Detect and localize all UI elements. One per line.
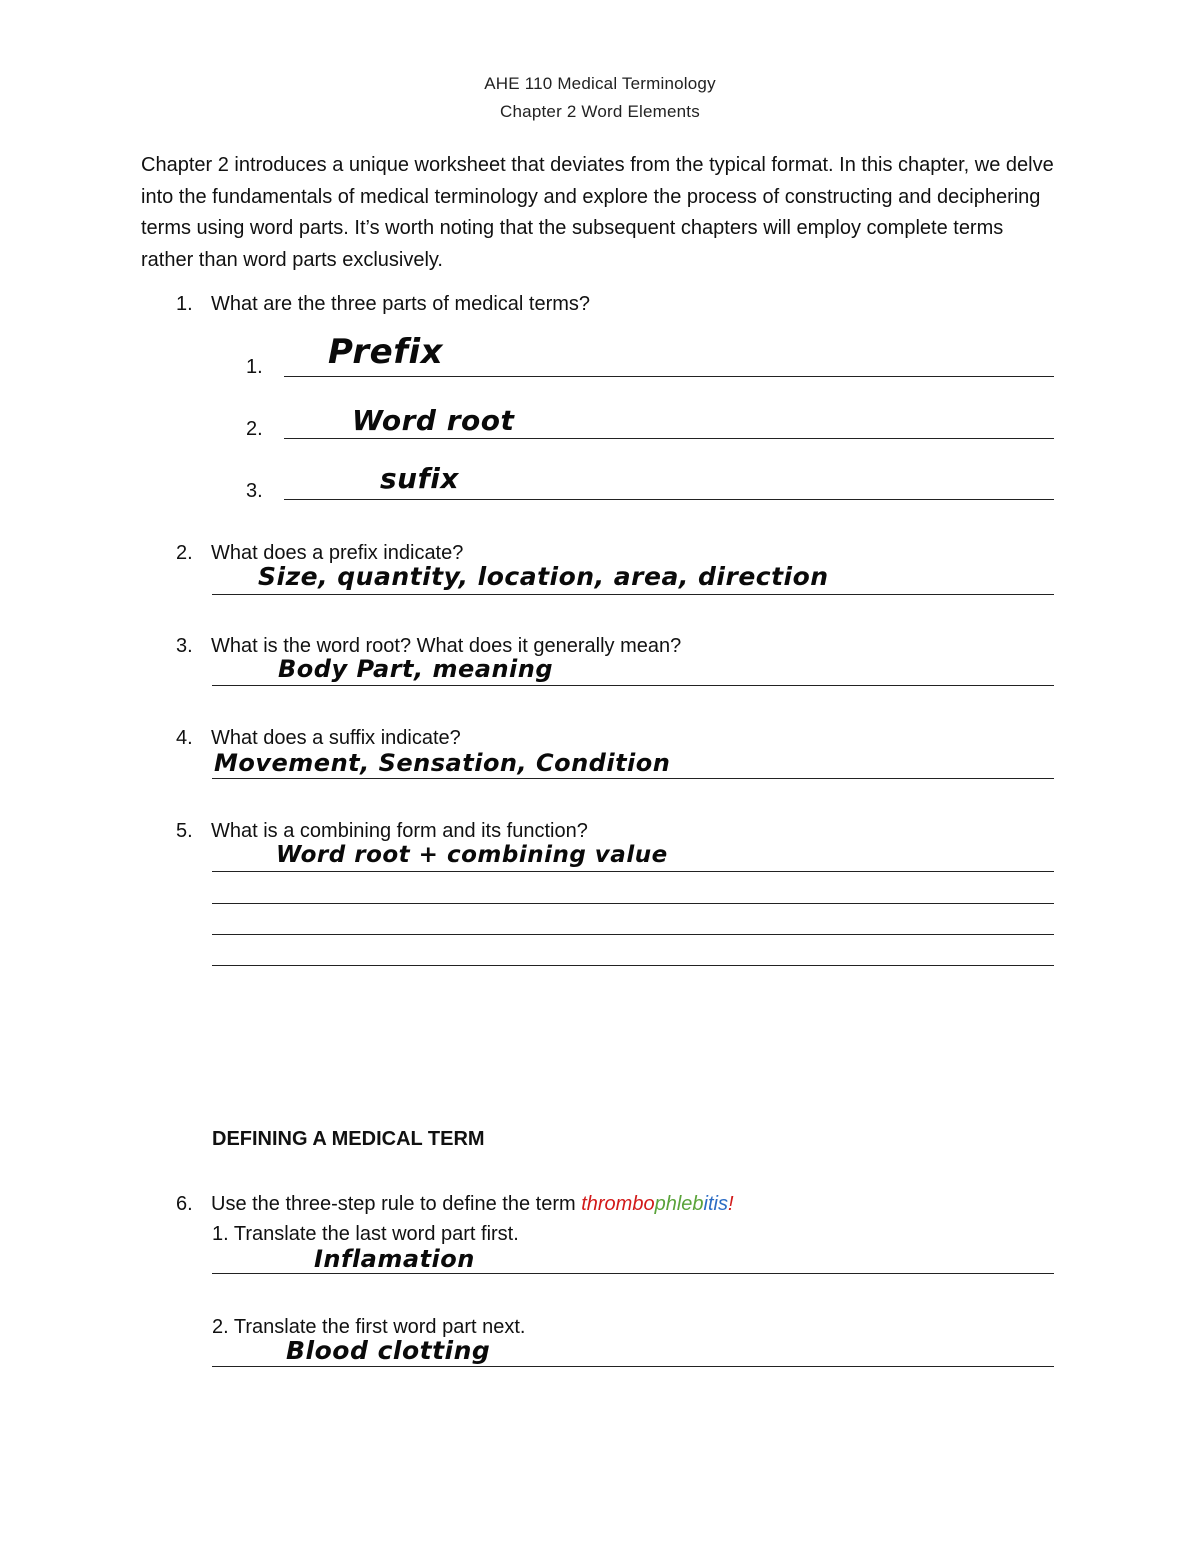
answer-line-step-1	[212, 1273, 1054, 1274]
answer-q3: Body Part, meaning	[278, 655, 554, 683]
question-4	[176, 727, 461, 750]
part-2-number: 2.	[246, 418, 263, 440]
answer-line-q4	[212, 778, 1054, 779]
question-1-number: 1.	[176, 293, 193, 315]
answer-part-2: Word root	[352, 404, 515, 437]
answer-line-part-3	[284, 499, 1054, 500]
answer-q2: Size, quantity, location, area, direction	[258, 562, 829, 591]
question-3-text: What is the word root? What does it generally mean?	[211, 635, 682, 657]
intro-paragraph: Chapter 2 introduces a unique worksheet that deviates from the typical format. In this chapter, we delve into the fundamentals of medical terminology and explore the process of constructing and deciphering terms using word parts. It’s worth noting that the subsequent chapters will employ complete terms rather than word parts exclusively.	[141, 154, 1054, 271]
course-title: AHE 110 Medical Terminology	[484, 74, 716, 93]
question-5-text: What is a combining form and its function?	[211, 820, 588, 842]
question-1-text: What are the three parts of medical terms?	[211, 293, 591, 315]
part-3-number: 3.	[246, 480, 263, 502]
chapter-title: Chapter 2 Word Elements	[500, 102, 700, 121]
answer-step-2: Blood clotting	[286, 1336, 491, 1365]
answer-line-q5-3	[212, 934, 1054, 935]
answer-q4: Movement, Sensation, Condition	[214, 749, 671, 777]
answer-line-q5-2	[212, 903, 1054, 904]
question-4-number: 4.	[176, 727, 193, 749]
step-1-instruction: 1. Translate the last word part first.	[212, 1223, 519, 1245]
section-title: DEFINING A MEDICAL TERM	[212, 1128, 485, 1150]
question-5-number: 5.	[176, 820, 193, 842]
answer-line-step-2	[212, 1366, 1054, 1367]
answer-step-1: Inflamation	[314, 1245, 475, 1273]
answer-part-3: sufix	[380, 462, 459, 495]
answer-line-q5-1	[212, 871, 1054, 872]
answer-line-part-2	[284, 438, 1054, 439]
question-2-text: What does a prefix indicate?	[211, 542, 464, 564]
question-6	[176, 1193, 734, 1216]
question-3-number: 3.	[176, 635, 193, 657]
question-1	[176, 293, 590, 316]
question-2-number: 2.	[176, 542, 193, 564]
answer-line-q5-4	[212, 965, 1054, 966]
part-1-number: 1.	[246, 356, 263, 378]
answer-q5: Word root + combining value	[276, 842, 668, 868]
question-6-text: Use the three-step rule to define the term	[211, 1193, 582, 1215]
answer-part-1: Prefix	[328, 332, 444, 372]
question-5	[176, 820, 588, 843]
term-part-thrombo: thrombo	[581, 1193, 655, 1215]
term-part-itis: itis	[703, 1193, 728, 1215]
step-2-instruction: 2. Translate the first word part next.	[212, 1316, 526, 1338]
question-6-number: 6.	[176, 1193, 193, 1215]
question-4-text: What does a suffix indicate?	[211, 727, 461, 749]
answer-line-part-1	[284, 376, 1054, 377]
term-end-mark: !	[727, 1193, 734, 1215]
term-part-phleb: phleb	[654, 1193, 704, 1215]
answer-line-q3	[212, 685, 1054, 686]
answer-line-q2	[212, 594, 1054, 595]
